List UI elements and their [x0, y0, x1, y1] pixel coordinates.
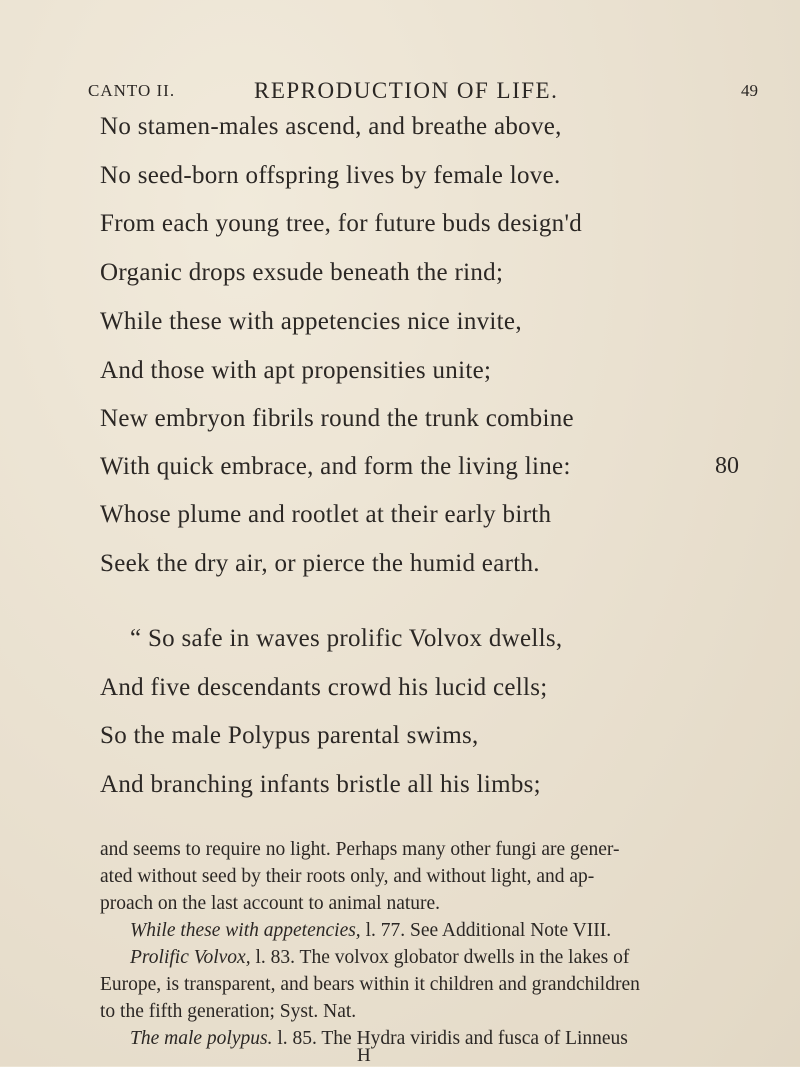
poem-line: No stamen-males ascend, and breathe above, [100, 113, 562, 140]
note-text: l. 77. See Additional Note VIII. [360, 920, 612, 941]
page-number: 49 [741, 81, 758, 100]
note-quote: The male polypus. [130, 1028, 273, 1049]
poem-line: Seek the dry air, or pierce the humid earth. [100, 550, 540, 577]
poem-line: Whose plume and rootlet at their early birth [100, 501, 552, 528]
poem-line: “ So safe in waves prolific Volvox dwells, [130, 625, 563, 652]
note-line [130, 947, 629, 969]
running-header [88, 78, 758, 106]
note-line [130, 920, 611, 942]
poem-line: No seed-born offspring lives by female love. [100, 162, 561, 189]
line-number: 80 [715, 453, 739, 479]
poem-line: And those with apt propensities unite; [100, 357, 492, 384]
note-line: and seems to require no light. Perhaps many other fungi are gener- [100, 839, 620, 860]
poem-line: So the male Polypus parental swims, [100, 722, 479, 749]
signature-mark: H [357, 1045, 371, 1066]
poem-line: Organic drops exsude beneath the rind; [100, 259, 504, 286]
note-line: proach on the last account to animal nature. [100, 893, 441, 914]
poem-line: With quick embrace, and form the living line: [100, 453, 571, 480]
poem-line: From each young tree, for future buds design'd [100, 210, 583, 237]
poem-line: While these with appetencies nice invite, [100, 308, 522, 335]
note-quote: Prolific Volvox, [130, 947, 251, 968]
note-line [130, 1028, 628, 1050]
note-text: l. 83. The volvox globator dwells in the lakes of [250, 947, 630, 968]
note-line: ated without seed by their roots only, and without light, and ap- [100, 866, 595, 887]
canto-label: CANTO II. [88, 81, 176, 100]
note-line: to the fifth generation; Syst. Nat. [100, 1001, 357, 1022]
poem-line: And five descendants crowd his lucid cells; [100, 674, 548, 701]
note-line: Europe, is transparent, and bears within it children and grandchildren [100, 974, 640, 995]
poem-line: And branching infants bristle all his limbs; [100, 771, 541, 798]
note-quote: While these with appetencies, [130, 920, 361, 941]
poem-line: New embryon fibrils round the trunk combine [100, 405, 574, 432]
running-title: REPRODUCTION OF LIFE. [254, 78, 559, 103]
note-text: l. 85. The Hydra viridis and fusca of Linneus [272, 1028, 628, 1049]
